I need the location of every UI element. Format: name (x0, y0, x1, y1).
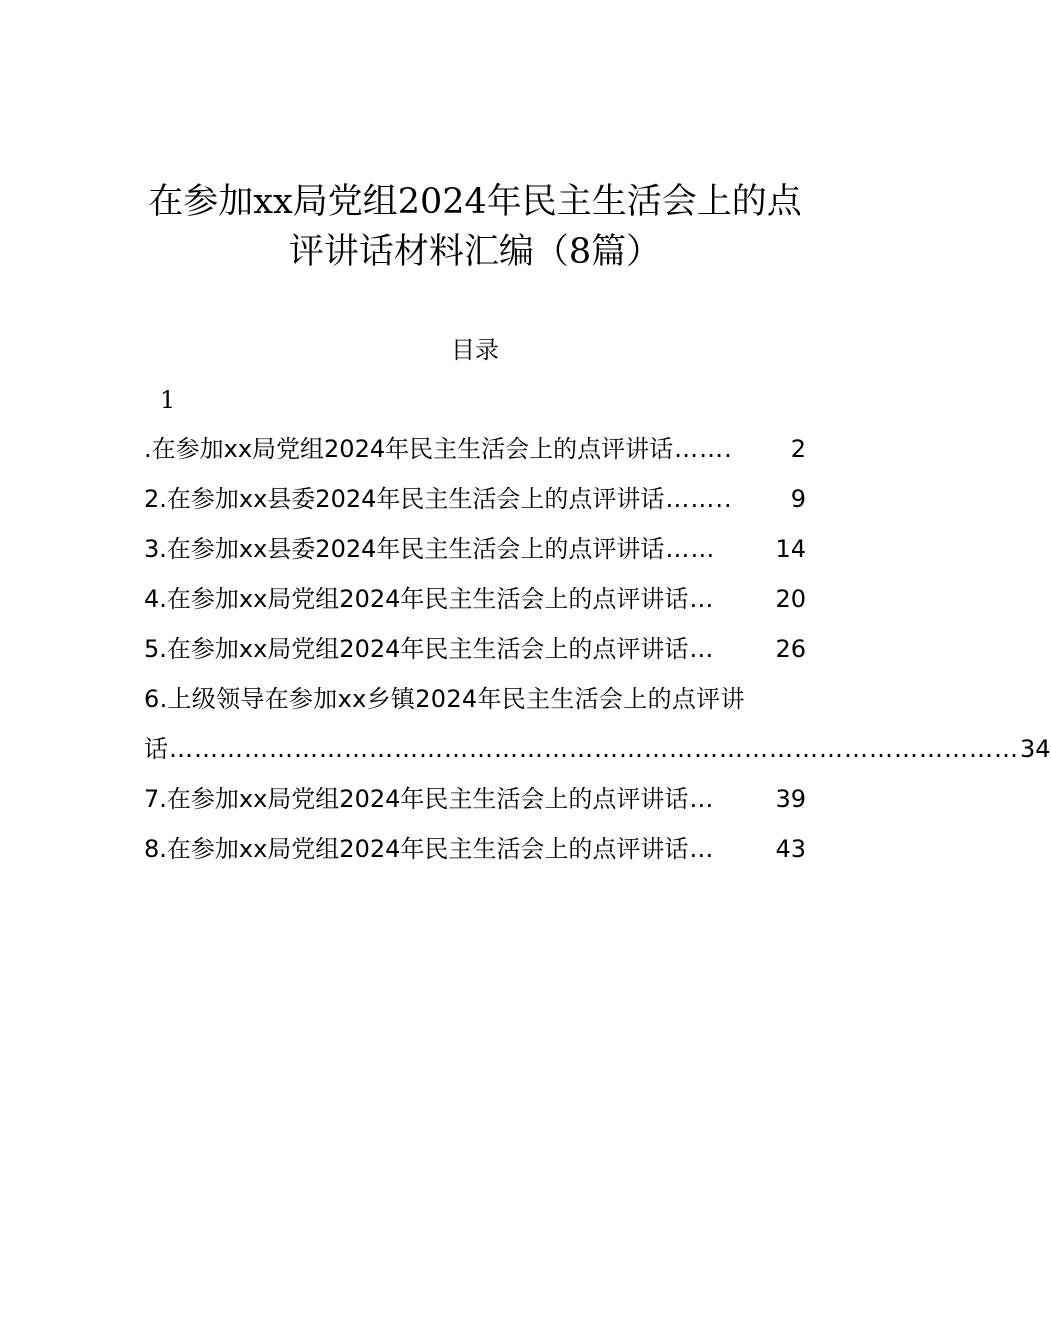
toc-entry-5[interactable] (144, 628, 806, 678)
toc-entry-1[interactable] (144, 428, 806, 478)
toc-entry-title: 5.在参加xx局党组2024年民主生活会上的点评讲话 (144, 635, 689, 663)
toc-entry-7[interactable] (144, 778, 806, 828)
toc-entry-title: 6.上级领导在参加xx乡镇2024年民主生活会上的点评讲 (144, 685, 745, 713)
toc-leader-dots: ………………………………………………………………………………………… (169, 735, 1019, 763)
toc-leader-dots: … (689, 835, 715, 863)
toc-leader-dots: … (689, 585, 715, 613)
toc-entry-title: 4.在参加xx局党组2024年民主生活会上的点评讲话 (144, 585, 689, 613)
toc-leader-dots: …….. (665, 485, 733, 513)
toc-page-number: 20 (775, 585, 806, 613)
toc-page-number: 39 (775, 785, 806, 813)
toc-entry-6-line-1[interactable] (144, 678, 806, 728)
toc-page-number: 26 (775, 635, 806, 663)
toc-entry-title: 7.在参加xx局党组2024年民主生活会上的点评讲话 (144, 785, 689, 813)
toc-page-number: 34 (1020, 735, 1051, 763)
toc-leader-dots: …… (665, 535, 716, 563)
toc-heading: 目录 (451, 336, 499, 364)
toc-entry-6-line-2[interactable] (144, 728, 1051, 778)
toc-leader-dots: ……. (674, 435, 733, 463)
toc-leader-dots: … (689, 785, 715, 813)
toc-entry-8[interactable] (144, 828, 806, 878)
document-title-line-2: 评讲话材料汇编（8篇） (288, 232, 662, 272)
toc-page-number: 9 (790, 485, 806, 513)
toc-page-number: 14 (775, 535, 806, 563)
toc-entry-3[interactable] (144, 528, 806, 578)
toc-entry-title: 8.在参加xx局党组2024年民主生活会上的点评讲话 (144, 835, 689, 863)
toc-entry-title: 3.在参加xx县委2024年民主生活会上的点评讲话 (144, 535, 665, 563)
toc-entry-title: .在参加xx局党组2024年民主生活会上的点评讲话 (144, 435, 674, 463)
toc-entry-title-continued: 话 (144, 735, 168, 763)
toc-page-number: 2 (790, 435, 806, 463)
toc-page-number: 43 (775, 835, 806, 863)
document-title-line-1: 在参加xx局党组2024年民主生活会上的点 (148, 182, 802, 222)
toc-entry-title: 2.在参加xx县委2024年民主生活会上的点评讲话 (144, 485, 665, 513)
toc-entry-4[interactable] (144, 578, 806, 628)
toc-first-number: 1 (160, 386, 176, 414)
toc-leader-dots: … (689, 635, 715, 663)
table-of-contents (144, 428, 1051, 878)
toc-entry-2[interactable] (144, 478, 806, 528)
